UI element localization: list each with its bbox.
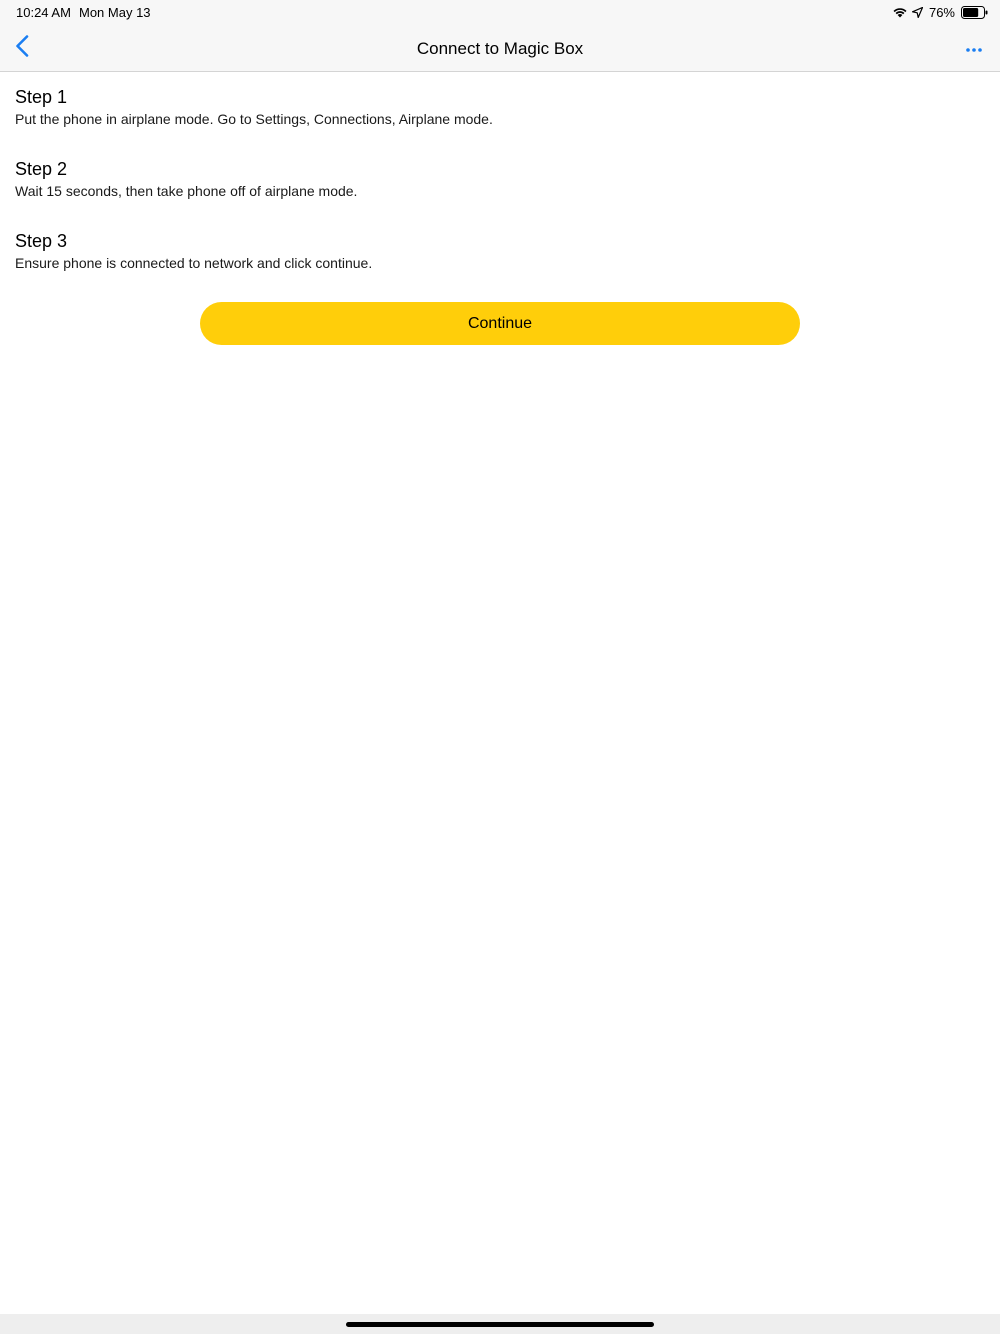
- status-time: 10:24 AM: [16, 5, 71, 20]
- step-title: Step 1: [15, 87, 68, 107]
- battery-icon: [961, 6, 988, 19]
- continue-button[interactable]: Continue: [200, 302, 800, 345]
- step-title: Step 2: [15, 159, 68, 179]
- steps-list: [15, 86, 985, 302]
- more-options-button[interactable]: [962, 38, 986, 58]
- battery-fill: [963, 8, 978, 17]
- step-text: Wait 15 seconds, then take phone off of airplane mode.: [15, 183, 358, 199]
- status-bar: [0, 0, 1000, 24]
- step-1: [15, 86, 985, 158]
- page-title: Connect to Magic Box: [416, 39, 584, 58]
- battery-percent: 76%: [928, 4, 955, 20]
- step-text: Ensure phone is connected to network and click continue.: [15, 255, 373, 271]
- step-3: [15, 230, 985, 302]
- more-dots-icon: [966, 39, 982, 57]
- location-icon: [912, 7, 923, 18]
- home-indicator[interactable]: [346, 1322, 654, 1327]
- wifi-icon: [892, 6, 908, 18]
- step-title: Step 3: [15, 231, 68, 251]
- status-indicators: [892, 3, 988, 21]
- navigation-bar: [0, 24, 1000, 72]
- step-2: [15, 158, 985, 230]
- step-text: Put the phone in airplane mode. Go to Settings, Connections, Airplane mode.: [15, 111, 493, 127]
- home-indicator-area: [0, 1314, 1000, 1334]
- status-date: Mon May 13: [79, 5, 151, 20]
